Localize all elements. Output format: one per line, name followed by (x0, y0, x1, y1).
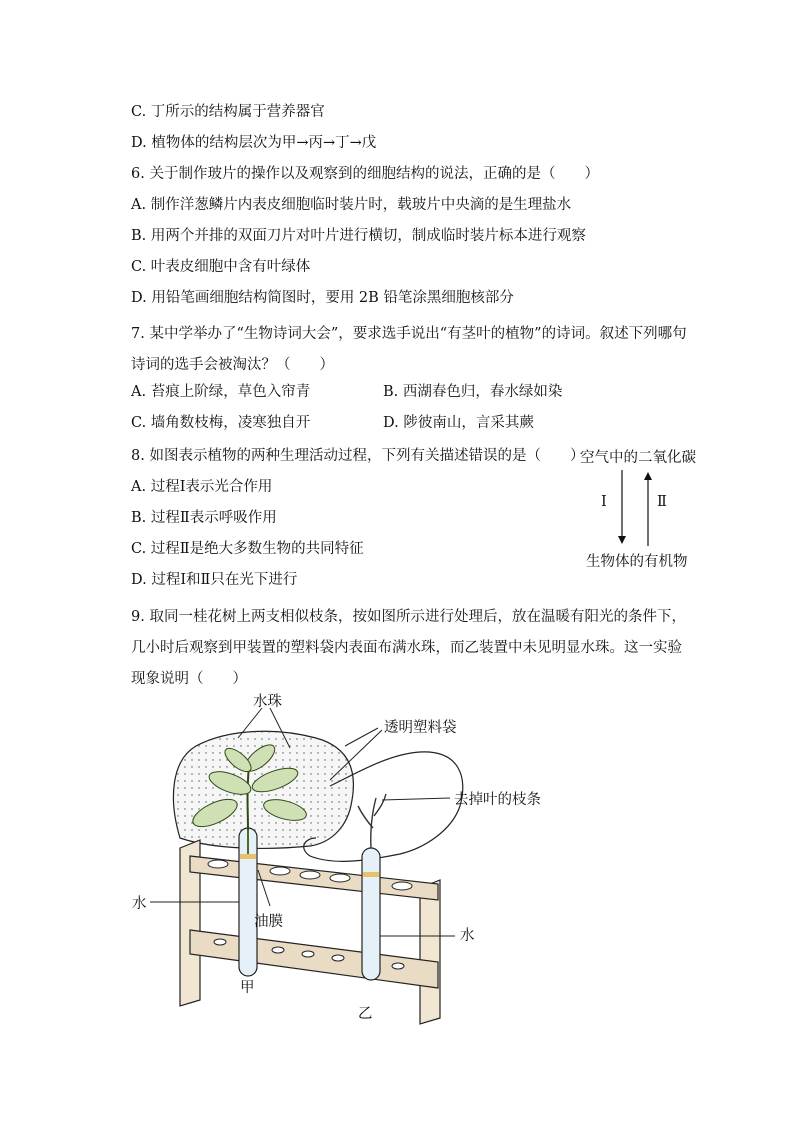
q8-option-d: D. 过程Ⅰ和Ⅱ只在光下进行 (131, 572, 298, 588)
test-tube-rack (180, 840, 440, 1024)
yi-label: 乙 (358, 1006, 373, 1022)
q8-option-a: A. 过程Ⅰ表示光合作用 (131, 479, 273, 495)
q8-option-c: C. 过程Ⅱ是绝大多数生物的共同特征 (131, 541, 364, 557)
q8-stem: 8. 如图表示植物的两种生理活动过程，下列有关描述错误的是（ ） (131, 448, 585, 464)
q7-stem: 7. 某中学举办了“生物诗词大会”，要求选手说出“有茎叶的植物”的诗词。叙述下列哪句诗词的选手会被淘汰？（ ） (131, 326, 687, 373)
q8-option-b: B. 过程Ⅱ表示呼吸作用 (131, 510, 277, 526)
transpiration-apparatus (120, 688, 540, 1028)
q6-option-d: D. 用铅笔画细胞结构简图时，要用 2B 铅笔涂黑细胞核部分 (131, 290, 514, 306)
q7-option-b: B. 西湖春色归，春水绿如染 (383, 384, 563, 400)
q9-stem: 9. 取同一桂花树上两支相似枝条，按如图所示进行处理后，放在温暖有阳光的条件下，几小时后观察到甲装置的塑料袋内表面布满水珠，而乙装置中未见明显水珠。这一实验现象说明（ ） (131, 609, 686, 687)
water-drops-label: 水珠 (253, 694, 282, 710)
organic-matter-label: 生物体的有机物 (586, 554, 688, 570)
q6-option-b: B. 用两个并排的双面刀片对叶片进行横切，制成临时装片标本进行观察 (131, 228, 586, 244)
co2-label: 空气中的二氧化碳 (580, 450, 696, 466)
q7-option-a: A. 苔痕上阶绿，草色入帘青 (131, 384, 311, 400)
leafless-branch-label: 去掉叶的枝条 (454, 792, 541, 808)
jia-label: 甲 (240, 980, 255, 996)
plastic-bag-label: 透明塑料袋 (384, 720, 457, 736)
q9-figure (120, 688, 540, 1028)
process-arrows (610, 462, 660, 552)
q6-option-a: A. 制作洋葱鳞片内表皮细胞临时装片时，载玻片中央滴的是生理盐水 (131, 197, 572, 213)
water-right-label: 水 (460, 928, 475, 944)
q7-option-d: D. 陟彼南山，言采其蕨 (383, 415, 534, 431)
water-left-label: 水 (132, 896, 147, 912)
leafless-branch (358, 794, 386, 848)
process-2-label: Ⅱ (657, 494, 667, 510)
oil-film-label: 油膜 (254, 914, 283, 930)
test-tube-jia (239, 828, 257, 976)
q7-option-c: C. 墙角数枝梅，凌寒独自开 (131, 415, 311, 431)
q5-option-c: C. 丁所示的结构属于营养器官 (131, 104, 325, 120)
q6-option-c: C. 叶表皮细胞中含有叶绿体 (131, 259, 311, 275)
q5-option-d: D. 植物体的结构层次为甲→丙→丁→戊 (131, 135, 377, 151)
test-tube-yi (362, 848, 380, 980)
process-1-label: Ⅰ (601, 494, 607, 510)
q6-stem: 6. 关于制作玻片的操作以及观察到的细胞结构的说法，正确的是（ ） (131, 166, 599, 182)
